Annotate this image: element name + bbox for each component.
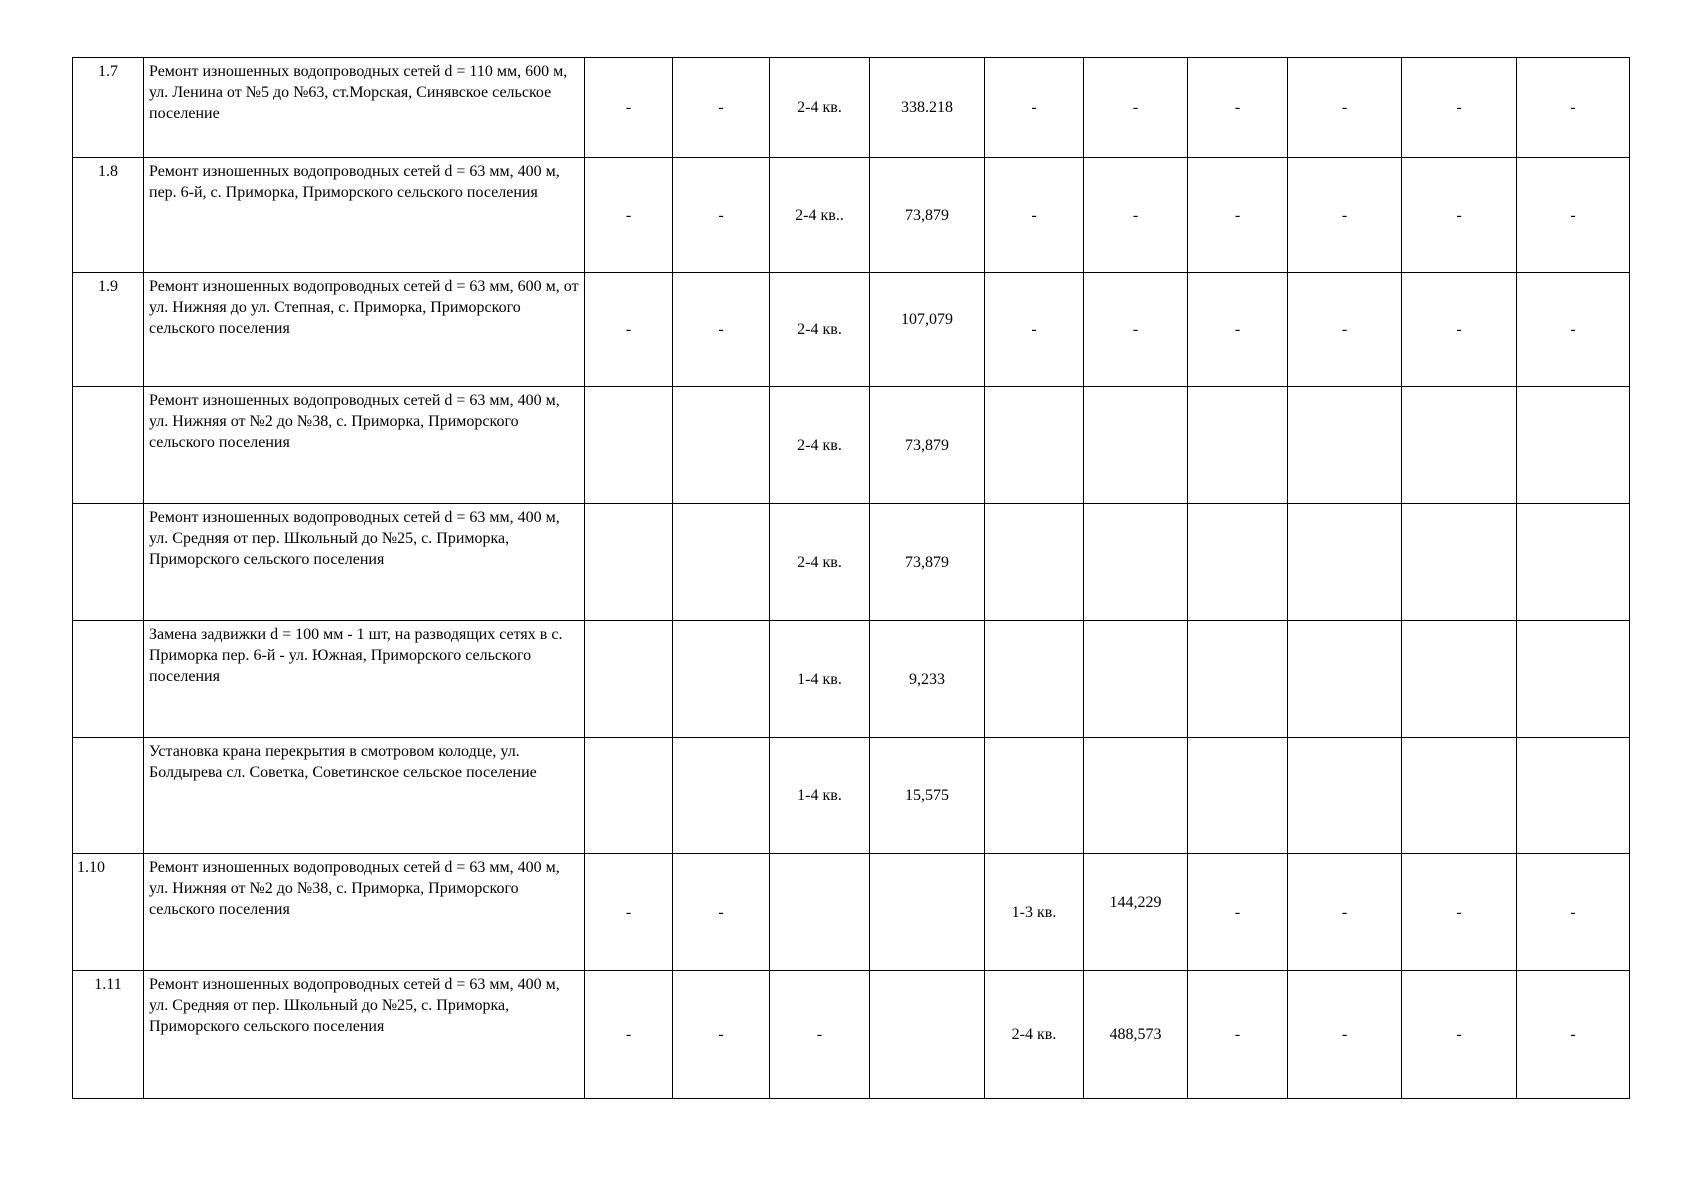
work-description: Замена задвижки d = 100 мм - 1 шт, на разводящих сетях в с. Приморка пер. 6-й - ул. Южная, Приморского сельского поселения [144,621,585,738]
table-cell: 488,573 [1084,971,1188,1099]
table-cell: - [1402,273,1517,387]
table-cell: - [770,971,870,1099]
table-row [73,621,1630,738]
table-cell: - [1402,158,1517,273]
table-cell [1402,504,1517,621]
table-row [73,158,1630,273]
table-cell: - [1517,854,1630,971]
table-cell: - [1288,158,1402,273]
table-cell [1288,621,1402,738]
table-cell: - [985,58,1084,158]
table-cell: 9,233 [870,621,985,738]
row-number: 1.11 [73,971,144,1099]
cost-value: 107,079 [901,311,953,328]
table-cell: 2-4 кв. [770,58,870,158]
table-cell: 1-3 кв. [985,854,1084,971]
program-table [72,57,1630,1099]
table-cell: 73,879 [870,387,985,504]
table-cell [585,621,673,738]
table-row [73,971,1630,1099]
table-cell: 2-4 кв. [770,504,870,621]
table-cell: - [585,58,673,158]
table-cell: - [1517,273,1630,387]
work-description: Ремонт изношенных водопроводных сетей d = 110 мм, 600 м, ул. Ленина от №5 до №63, ст.Морская, Синявское сельское поселение [144,58,585,158]
table-cell: - [985,273,1084,387]
table-cell: - [1402,971,1517,1099]
table-cell: - [1402,58,1517,158]
table-cell [985,621,1084,738]
table-cell [1288,387,1402,504]
table-cell [1188,504,1288,621]
table-cell: - [585,971,673,1099]
table-cell: - [673,971,770,1099]
table-row [73,58,1630,158]
table-cell: - [1402,854,1517,971]
table-cell [1402,621,1517,738]
row-number: 1.10 [73,854,144,971]
table-cell [1188,387,1288,504]
work-description: Ремонт изношенных водопроводных сетей d = 63 мм, 400 м, ул. Средняя от пер. Школьный до №25, с. Приморка, Приморского сельского поселения [144,971,585,1099]
table-cell [1084,854,1188,971]
table-cell [1517,504,1630,621]
table-cell [870,854,985,971]
work-description: Ремонт изношенных водопроводных сетей d = 63 мм, 400 м, ул. Средняя от пер. Школьный до №25, с. Приморка, Приморского сельского поселения [144,504,585,621]
table-cell: - [1288,854,1402,971]
table-row [73,738,1630,854]
table-cell: - [1517,58,1630,158]
table-cell: - [673,58,770,158]
work-description: Ремонт изношенных водопроводных сетей d = 63 мм, 600 м, от ул. Нижняя до ул. Степная, с. Приморка, Приморского сельского поселения [144,273,585,387]
table-cell: 73,879 [870,504,985,621]
table-cell: 2-4 кв.. [770,158,870,273]
table-cell [870,971,985,1099]
table-cell [985,738,1084,854]
table-cell: - [1188,854,1288,971]
table-cell [770,854,870,971]
table-cell: 2-4 кв. [770,273,870,387]
table-cell [1517,621,1630,738]
table-cell: - [585,854,673,971]
row-number [73,387,144,504]
row-number [73,504,144,621]
row-number [73,738,144,854]
table-cell [870,273,985,387]
table-cell [585,738,673,854]
table-cell: - [673,273,770,387]
table-cell [1402,387,1517,504]
row-number: 1.9 [73,273,144,387]
table-cell [985,504,1084,621]
table-row [73,504,1630,621]
table-cell: - [1188,58,1288,158]
work-description: Ремонт изношенных водопроводных сетей d = 63 мм, 400 м, пер. 6-й, с. Приморка, Приморского сельского поселения [144,158,585,273]
table-row [73,273,1630,387]
table-cell [1517,738,1630,854]
table-cell [673,504,770,621]
table-cell: - [1288,58,1402,158]
table-row [73,387,1630,504]
table-cell: 338.218 [870,58,985,158]
work-description: Ремонт изношенных водопроводных сетей d = 63 мм, 400 м, ул. Нижняя от №2 до №38, с. Приморка, Приморского сельского поселения [144,854,585,971]
table-cell [1288,738,1402,854]
table-cell: - [1517,158,1630,273]
table-cell [1084,504,1188,621]
table-cell [1084,621,1188,738]
table-cell [1084,387,1188,504]
table-cell: 73,879 [870,158,985,273]
table-cell: 15,575 [870,738,985,854]
table-cell [673,621,770,738]
table-row [73,854,1630,971]
table-cell: - [1288,971,1402,1099]
table-cell: - [1188,971,1288,1099]
table-cell [673,738,770,854]
table-cell: - [673,854,770,971]
table-cell [1517,387,1630,504]
table-cell: - [1288,273,1402,387]
table-cell [1188,738,1288,854]
table-cell: - [985,158,1084,273]
table-cell [985,387,1084,504]
table-cell [1084,738,1188,854]
table-cell [1188,621,1288,738]
table-cell: - [1084,273,1188,387]
table-cell: - [1084,158,1188,273]
table-cell: 2-4 кв. [985,971,1084,1099]
table-cell: - [1517,971,1630,1099]
row-number: 1.7 [73,58,144,158]
work-description: Ремонт изношенных водопроводных сетей d = 63 мм, 400 м, ул. Нижняя от №2 до №38, с. Приморка, Приморского сельского поселения [144,387,585,504]
table-cell [673,387,770,504]
table-cell: 1-4 кв. [770,621,870,738]
table-cell: 2-4 кв. [770,387,870,504]
table-cell: - [585,273,673,387]
row-number [73,621,144,738]
row-number: 1.8 [73,158,144,273]
cost-value: 144,229 [1109,893,1162,911]
table-cell: - [1084,58,1188,158]
table-cell: - [585,158,673,273]
table-cell: - [673,158,770,273]
table-cell [1402,738,1517,854]
table-cell: - [1188,273,1288,387]
work-description: Установка крана перекрытия в смотровом колодце, ул. Болдырева сл. Советка, Советинское сельское поселение [144,738,585,854]
table-cell [1288,504,1402,621]
table-cell [585,504,673,621]
table-cell: - [1188,158,1288,273]
table-cell [585,387,673,504]
table-cell: 1-4 кв. [770,738,870,854]
